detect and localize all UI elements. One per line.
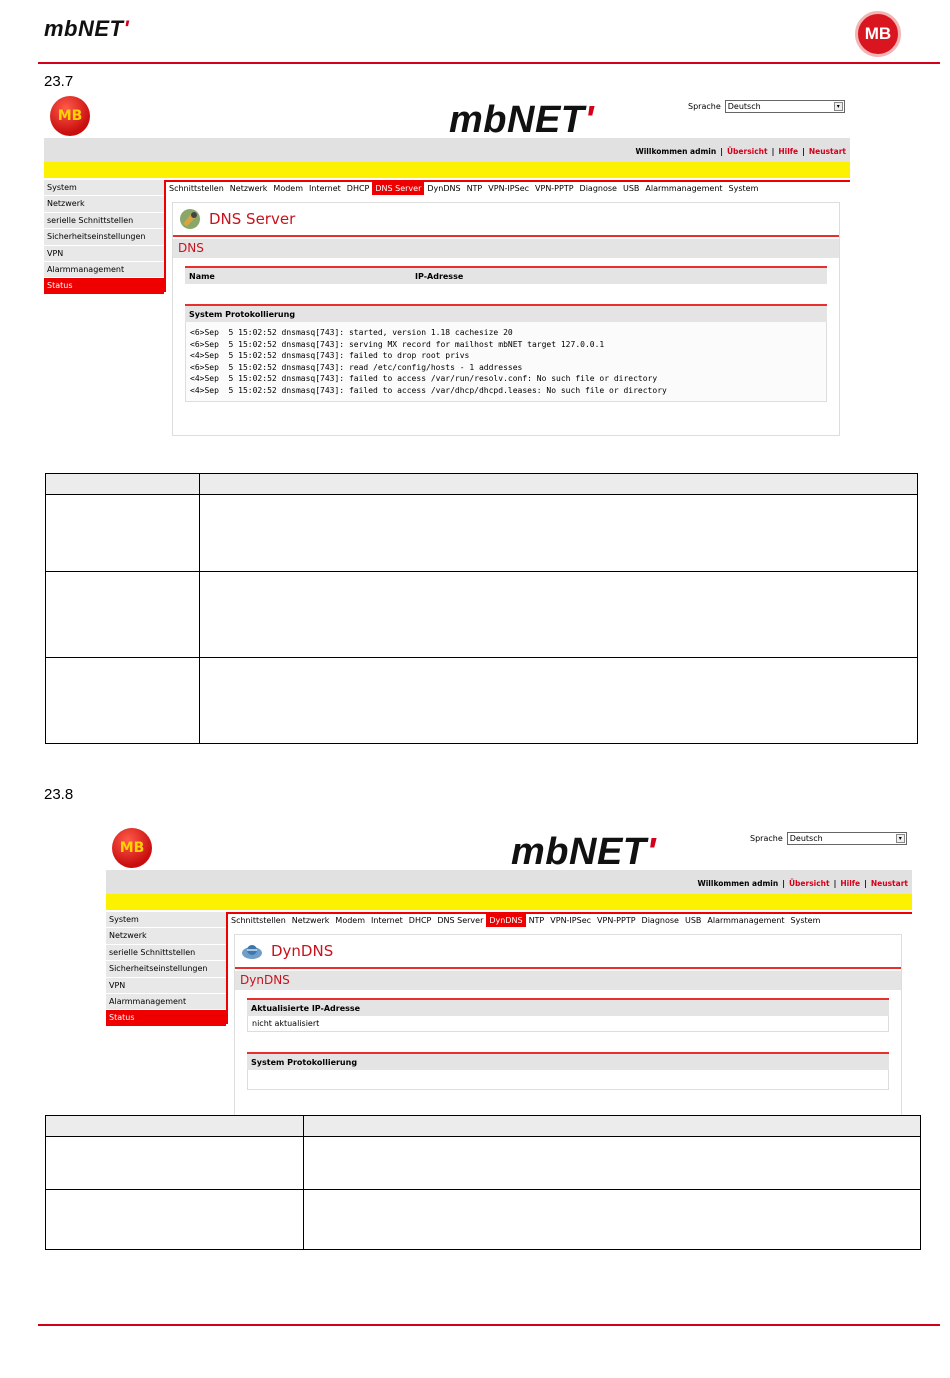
- log-title: System Protokollierung: [185, 306, 827, 322]
- restart-link[interactable]: Neustart: [808, 147, 846, 156]
- chevron-down-icon[interactable]: ▾: [896, 834, 905, 843]
- tab-ntp[interactable]: NTP: [466, 184, 483, 193]
- dns-content: [172, 202, 840, 436]
- dns-server-icon: [179, 208, 201, 230]
- sidebar-item-system[interactable]: System: [106, 912, 226, 928]
- sidebar-item-alarm[interactable]: Alarmmanagement: [44, 262, 164, 278]
- tab-modem[interactable]: Modem: [335, 916, 366, 925]
- tab-dhcp[interactable]: DHCP: [408, 916, 432, 925]
- header-bar: [44, 138, 850, 162]
- yellow-bar: [44, 162, 850, 178]
- sidebar-item-serial[interactable]: serielle Schnittstellen: [106, 945, 226, 961]
- tab-system[interactable]: System: [728, 184, 759, 193]
- help-link[interactable]: Hilfe: [840, 879, 861, 888]
- log-output: [247, 1070, 889, 1090]
- tab-alarm[interactable]: Alarmmanagement: [645, 184, 723, 193]
- help-link[interactable]: Hilfe: [778, 147, 799, 156]
- dns-screenshot: [44, 92, 850, 422]
- tab-bar: [166, 180, 850, 195]
- sidebar-item-status[interactable]: Status: [106, 1010, 226, 1026]
- page-subtitle: DNS: [173, 239, 839, 258]
- tab-vpn-pptp[interactable]: VPN-PPTP: [597, 916, 636, 925]
- section-number: 23.7: [44, 73, 74, 90]
- dyndns-icon: [241, 940, 263, 962]
- overview-link[interactable]: Übersicht: [788, 879, 830, 888]
- sidebar-item-network[interactable]: Netzwerk: [44, 196, 164, 212]
- tab-internet[interactable]: Internet: [371, 916, 403, 925]
- footer-rule: [38, 1324, 940, 1326]
- brand-logo: mbNET': [511, 831, 657, 873]
- language-selector: [688, 100, 845, 113]
- log-output: <6>Sep 5 15:02:52 dnsmasq[743]: started, version 1.18 cachesize 20 <6>Sep 5 15:02:52 dnsmasq[743]: serving MX record for mailhost mbNET target 127.0.0.1 <4>Sep 5 15:02:52 dnsmasq[743]: failed to drop root privs <6>Sep 5 15:02:52 dnsmasq[743]: read /etc/config/hosts - 1 addresses <4>Sep 5 15:02:52 dnsmasq[743]: failed to access /var/run/resolv.conf: No such file or directory <4>Sep 5 15:02:52 dnsmasq[743]: failed to access /var/dhcp/dhcpd.leases: No such file or directory: [185, 322, 827, 402]
- dyndns-screenshot: [106, 824, 912, 1110]
- log-title: System Protokollierung: [247, 1054, 889, 1070]
- tab-dns-server[interactable]: DNS Server: [437, 916, 484, 925]
- tab-dhcp[interactable]: DHCP: [346, 184, 370, 193]
- sidebar: [44, 180, 164, 295]
- tab-vpn-ipsec[interactable]: VPN-IPSec: [550, 916, 592, 925]
- tab-vpn-ipsec[interactable]: VPN-IPSec: [488, 184, 530, 193]
- dns-table: [185, 266, 827, 284]
- app-header: [106, 824, 912, 873]
- tab-network[interactable]: Netzwerk: [229, 184, 268, 193]
- sidebar-item-status[interactable]: Status: [44, 278, 164, 294]
- welcome-links: Willkommen admin | Übersicht | Hilfe | Neustart: [635, 147, 846, 156]
- welcome-text: Willkommen admin: [635, 147, 717, 156]
- updated-ip-box: [247, 998, 889, 1032]
- language-label: Sprache: [688, 102, 721, 111]
- column-header-ip: IP-Adresse: [415, 271, 464, 281]
- sidebar-item-security[interactable]: Sicherheitseinstellungen: [106, 961, 226, 977]
- tab-network[interactable]: Netzwerk: [291, 916, 330, 925]
- tab-dns-server[interactable]: DNS Server: [372, 182, 424, 195]
- overview-link[interactable]: Übersicht: [726, 147, 768, 156]
- mb-logo-icon: MB: [50, 96, 90, 136]
- nav-divider: [226, 912, 228, 1024]
- page-title: DNS Server: [173, 203, 839, 237]
- column-header-name: Name: [189, 271, 215, 281]
- section-number: 23.8: [44, 786, 74, 803]
- tab-diagnose[interactable]: Diagnose: [641, 916, 679, 925]
- updated-ip-value: nicht aktualisiert: [247, 1016, 889, 1032]
- sidebar: [106, 912, 226, 1027]
- nav-divider: [164, 180, 166, 292]
- dyndns-content: [234, 934, 902, 1130]
- language-selector: [750, 832, 907, 845]
- chevron-down-icon[interactable]: ▾: [834, 102, 843, 111]
- sidebar-item-vpn[interactable]: VPN: [44, 246, 164, 262]
- parameter-table-2: [45, 1115, 921, 1250]
- updated-ip-title: Aktualisierte IP-Adresse: [247, 1000, 889, 1016]
- tab-usb[interactable]: USB: [622, 184, 640, 193]
- header-rule: [38, 62, 940, 64]
- app-header: [44, 92, 850, 141]
- tab-ntp[interactable]: NTP: [528, 916, 545, 925]
- mb-logo-icon: MB: [112, 828, 152, 868]
- tab-modem[interactable]: Modem: [273, 184, 304, 193]
- system-log: [185, 304, 827, 402]
- sidebar-item-network[interactable]: Netzwerk: [106, 928, 226, 944]
- page-title: DynDNS: [235, 935, 901, 969]
- sidebar-item-alarm[interactable]: Alarmmanagement: [106, 994, 226, 1010]
- header-bar: [106, 870, 912, 894]
- tab-diagnose[interactable]: Diagnose: [579, 184, 617, 193]
- language-select[interactable]: Deutsch ▾: [787, 832, 907, 845]
- tab-usb[interactable]: USB: [684, 916, 702, 925]
- sidebar-item-security[interactable]: Sicherheitseinstellungen: [44, 229, 164, 245]
- page-subtitle: DynDNS: [235, 971, 901, 990]
- sidebar-item-serial[interactable]: serielle Schnittstellen: [44, 213, 164, 229]
- tab-dyndns[interactable]: DynDNS: [486, 914, 525, 927]
- document-logo: mbNET': [44, 16, 130, 41]
- tab-system[interactable]: System: [790, 916, 821, 925]
- welcome-text: Willkommen admin: [697, 879, 779, 888]
- tab-interfaces[interactable]: Schnittstellen: [169, 184, 224, 193]
- tab-internet[interactable]: Internet: [309, 184, 341, 193]
- tab-bar: [228, 912, 912, 927]
- tab-vpn-pptp[interactable]: VPN-PPTP: [535, 184, 574, 193]
- parameter-table-1: [45, 473, 918, 744]
- yellow-bar: [106, 894, 912, 910]
- sidebar-item-vpn[interactable]: VPN: [106, 978, 226, 994]
- tab-interfaces[interactable]: Schnittstellen: [231, 916, 286, 925]
- system-log: [247, 1052, 889, 1090]
- document-badge: MB: [855, 11, 901, 57]
- brand-logo: mbNET': [449, 99, 595, 141]
- welcome-links: Willkommen admin | Übersicht | Hilfe | Neustart: [697, 879, 908, 888]
- language-select[interactable]: Deutsch ▾: [725, 100, 845, 113]
- restart-link[interactable]: Neustart: [870, 879, 908, 888]
- sidebar-item-system[interactable]: System: [44, 180, 164, 196]
- tab-alarm[interactable]: Alarmmanagement: [707, 916, 785, 925]
- tab-dyndns[interactable]: DynDNS: [427, 184, 461, 193]
- language-label: Sprache: [750, 834, 783, 843]
